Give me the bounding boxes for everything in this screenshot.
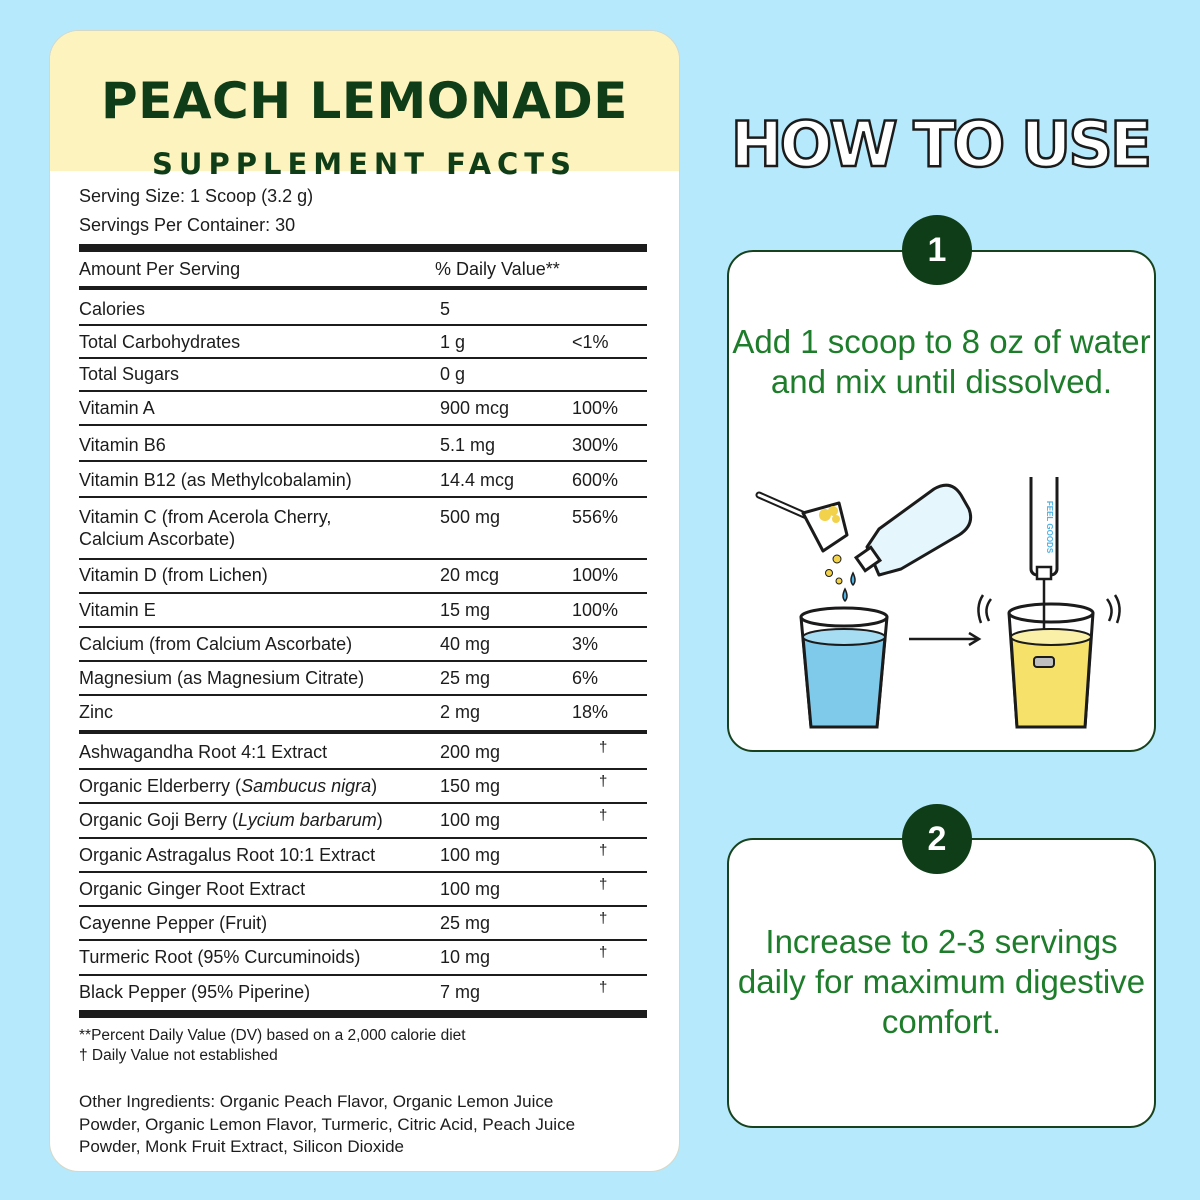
nutrient-amount: 900 mcg <box>440 398 510 418</box>
step-1-card <box>727 250 1156 752</box>
nutrient-daily-value: <1% <box>572 332 609 352</box>
water-bottle-icon <box>843 485 971 601</box>
row-divider <box>79 592 647 594</box>
divider-thick <box>79 244 647 252</box>
nutrient-amount: 25 mg <box>440 668 491 688</box>
nutrient-name-line2: Calcium Ascorbate) <box>79 529 236 549</box>
nutrient-name: Calcium (from Calcium Ascorbate) <box>79 634 353 654</box>
herbal-row <box>79 808 647 832</box>
how-to-use-heading: HOW TO USE <box>730 108 1150 181</box>
nutrient-name: Total Carbohydrates <box>79 332 241 352</box>
herbal-name: Ashwagandha Root 4:1 Extract <box>79 742 328 762</box>
row-divider <box>79 660 647 662</box>
dagger-mark: † <box>599 910 608 927</box>
glass-of-water-icon <box>801 608 887 727</box>
row-divider <box>79 694 647 696</box>
step-2-card <box>727 838 1156 1128</box>
herbal-latin-name: Sambucus nigra <box>241 776 372 796</box>
nutrient-amount: 40 mg <box>440 634 491 654</box>
herbal-amount: 7 mg <box>440 982 481 1002</box>
dagger-mark: † <box>599 944 608 961</box>
nutrient-row <box>79 396 647 420</box>
divider-medium <box>79 286 647 290</box>
nutrient-daily-value: 3% <box>572 634 599 654</box>
herbal-row <box>79 740 647 764</box>
nutrient-daily-value: 100% <box>572 398 619 418</box>
row-divider <box>79 768 647 770</box>
herbal-name: Cayenne Pepper (Fruit) <box>79 913 268 933</box>
nutrient-row <box>79 666 647 690</box>
nutrient-name: Vitamin E <box>79 600 156 620</box>
herbal-name: Organic Astragalus Root 10:1 Extract <box>79 845 376 865</box>
dagger-mark: † <box>599 739 608 756</box>
row-divider <box>79 390 647 392</box>
herbal-name-suffix: ) <box>376 810 383 830</box>
dagger-mark: † <box>599 876 608 893</box>
divider-medium <box>79 730 647 734</box>
herbal-name-suffix: ) <box>371 776 378 796</box>
arrow-right-icon <box>909 633 979 645</box>
nutrient-amount: 20 mcg <box>440 565 500 585</box>
glass-of-lemonade-icon <box>1009 604 1093 727</box>
amount-header: Amount Per Serving <box>79 259 241 279</box>
herbal-amount: 100 mg <box>440 810 501 830</box>
herbal-amount: 100 mg <box>440 845 501 865</box>
nutrient-row <box>79 598 647 622</box>
herbal-row <box>79 774 647 798</box>
dagger-mark: † <box>599 773 608 790</box>
herbal-latin-name: Lycium barbarum <box>238 810 377 830</box>
row-divider <box>79 357 647 359</box>
nutrient-daily-value: 100% <box>572 600 619 620</box>
herbal-amount: 10 mg <box>440 947 491 967</box>
nutrient-name: Zinc <box>79 702 114 722</box>
row-divider <box>79 974 647 976</box>
frother-label: FEEL GOODS <box>1045 500 1054 554</box>
step-1-text: Add 1 scoop to 8 oz of water and mix until dissolved. <box>732 323 1151 400</box>
step-1-badge: 1 <box>902 215 972 285</box>
nutrient-row <box>79 362 647 386</box>
nutrient-amount: 5 <box>440 299 451 319</box>
row-divider <box>79 939 647 941</box>
row-divider <box>79 626 647 628</box>
serving-size: Serving Size: 1 Scoop (3.2 g) <box>79 186 314 206</box>
row-divider <box>79 871 647 873</box>
row-divider <box>79 460 647 462</box>
servings-per-container: Servings Per Container: 30 <box>79 215 296 235</box>
nutrient-amount: 0 g <box>440 364 466 384</box>
mixing-illustration <box>729 477 1154 737</box>
nutrient-row <box>79 468 647 492</box>
nutrient-name: Calories <box>79 299 146 319</box>
step-2-text: Increase to 2-3 servings daily for maximum digestive comfort. <box>737 923 1146 1040</box>
nutrient-name: Vitamin C (from Acerola Cherry, <box>79 507 332 527</box>
herbal-name <box>79 808 383 832</box>
other-ingredients: Other Ingredients: Organic Peach Flavor, Organic Lemon Juice Powder, Organic Lemon Flavor, Turmeric, Citric Acid, Peach Juice Powder, Monk Fruit Extract, Silicon Dioxide <box>79 1092 576 1156</box>
herbal-name <box>79 774 377 798</box>
footnote-dagger: † Daily Value not established <box>79 1047 278 1064</box>
herbal-name-prefix: Organic Elderberry ( <box>79 776 242 796</box>
nutrient-row <box>79 505 647 549</box>
nutrient-name: Vitamin B12 (as Methylcobalamin) <box>79 470 352 490</box>
facts-header-row <box>79 257 647 281</box>
nutrient-row <box>79 433 647 457</box>
footnote-daily-value: **Percent Daily Value (DV) based on a 2,000 calorie diet <box>79 1027 466 1044</box>
daily-value-header: % Daily Value** <box>435 259 560 279</box>
row-divider <box>79 905 647 907</box>
nutrient-name: Vitamin A <box>79 398 155 418</box>
dagger-mark: † <box>599 979 608 996</box>
herbal-amount: 200 mg <box>440 742 501 762</box>
herbal-row <box>79 843 647 867</box>
herbal-name: Organic Ginger Root Extract <box>79 879 306 899</box>
herbal-amount: 25 mg <box>440 913 491 933</box>
step-2-badge: 2 <box>902 804 972 874</box>
nutrient-amount: 1 g <box>440 332 466 352</box>
nutrient-amount: 14.4 mcg <box>440 470 515 490</box>
divider-thick <box>79 1010 647 1018</box>
dagger-mark: † <box>599 842 608 859</box>
nutrient-daily-value: 556% <box>572 507 619 527</box>
herbal-row <box>79 911 647 935</box>
nutrient-amount: 5.1 mg <box>440 435 496 455</box>
row-divider <box>79 802 647 804</box>
nutrient-row <box>79 700 647 724</box>
herbal-row <box>79 980 647 1004</box>
row-divider <box>79 496 647 498</box>
nutrient-name: Magnesium (as Magnesium Citrate) <box>79 668 365 688</box>
herbal-row <box>79 877 647 901</box>
supplement-facts-heading: SUPPLEMENT FACTS <box>152 147 577 181</box>
herbal-row <box>79 945 647 969</box>
nutrient-row <box>79 563 647 587</box>
herbal-name-prefix: Organic Goji Berry ( <box>79 810 239 830</box>
nutrient-daily-value: 6% <box>572 668 599 688</box>
nutrient-daily-value: 300% <box>572 435 619 455</box>
herbal-amount: 100 mg <box>440 879 501 899</box>
nutrient-amount: 15 mg <box>440 600 491 620</box>
nutrient-daily-value: 600% <box>572 470 619 490</box>
nutrient-amount: 500 mg <box>440 507 501 527</box>
nutrient-row <box>79 632 647 656</box>
nutrient-daily-value: 18% <box>572 702 609 722</box>
herbal-name: Turmeric Root (95% Curcuminoids) <box>79 947 361 967</box>
nutrient-name: Vitamin B6 <box>79 435 166 455</box>
nutrient-name: Vitamin D (from Lichen) <box>79 565 268 585</box>
row-divider <box>79 837 647 839</box>
nutrient-row <box>79 330 647 354</box>
nutrient-name: Total Sugars <box>79 364 180 384</box>
nutrient-amount: 2 mg <box>440 702 481 722</box>
row-divider <box>79 558 647 560</box>
herbal-name: Black Pepper (95% Piperine) <box>79 982 311 1002</box>
product-title: PEACH LEMONADE <box>101 72 628 130</box>
row-divider <box>79 324 647 326</box>
nutrient-daily-value: 100% <box>572 565 619 585</box>
dagger-mark: † <box>599 807 608 824</box>
panel-header <box>50 31 679 181</box>
row-divider <box>79 424 647 426</box>
herbal-amount: 150 mg <box>440 776 501 796</box>
nutrient-row <box>79 297 647 321</box>
scoop-icon <box>759 495 847 551</box>
